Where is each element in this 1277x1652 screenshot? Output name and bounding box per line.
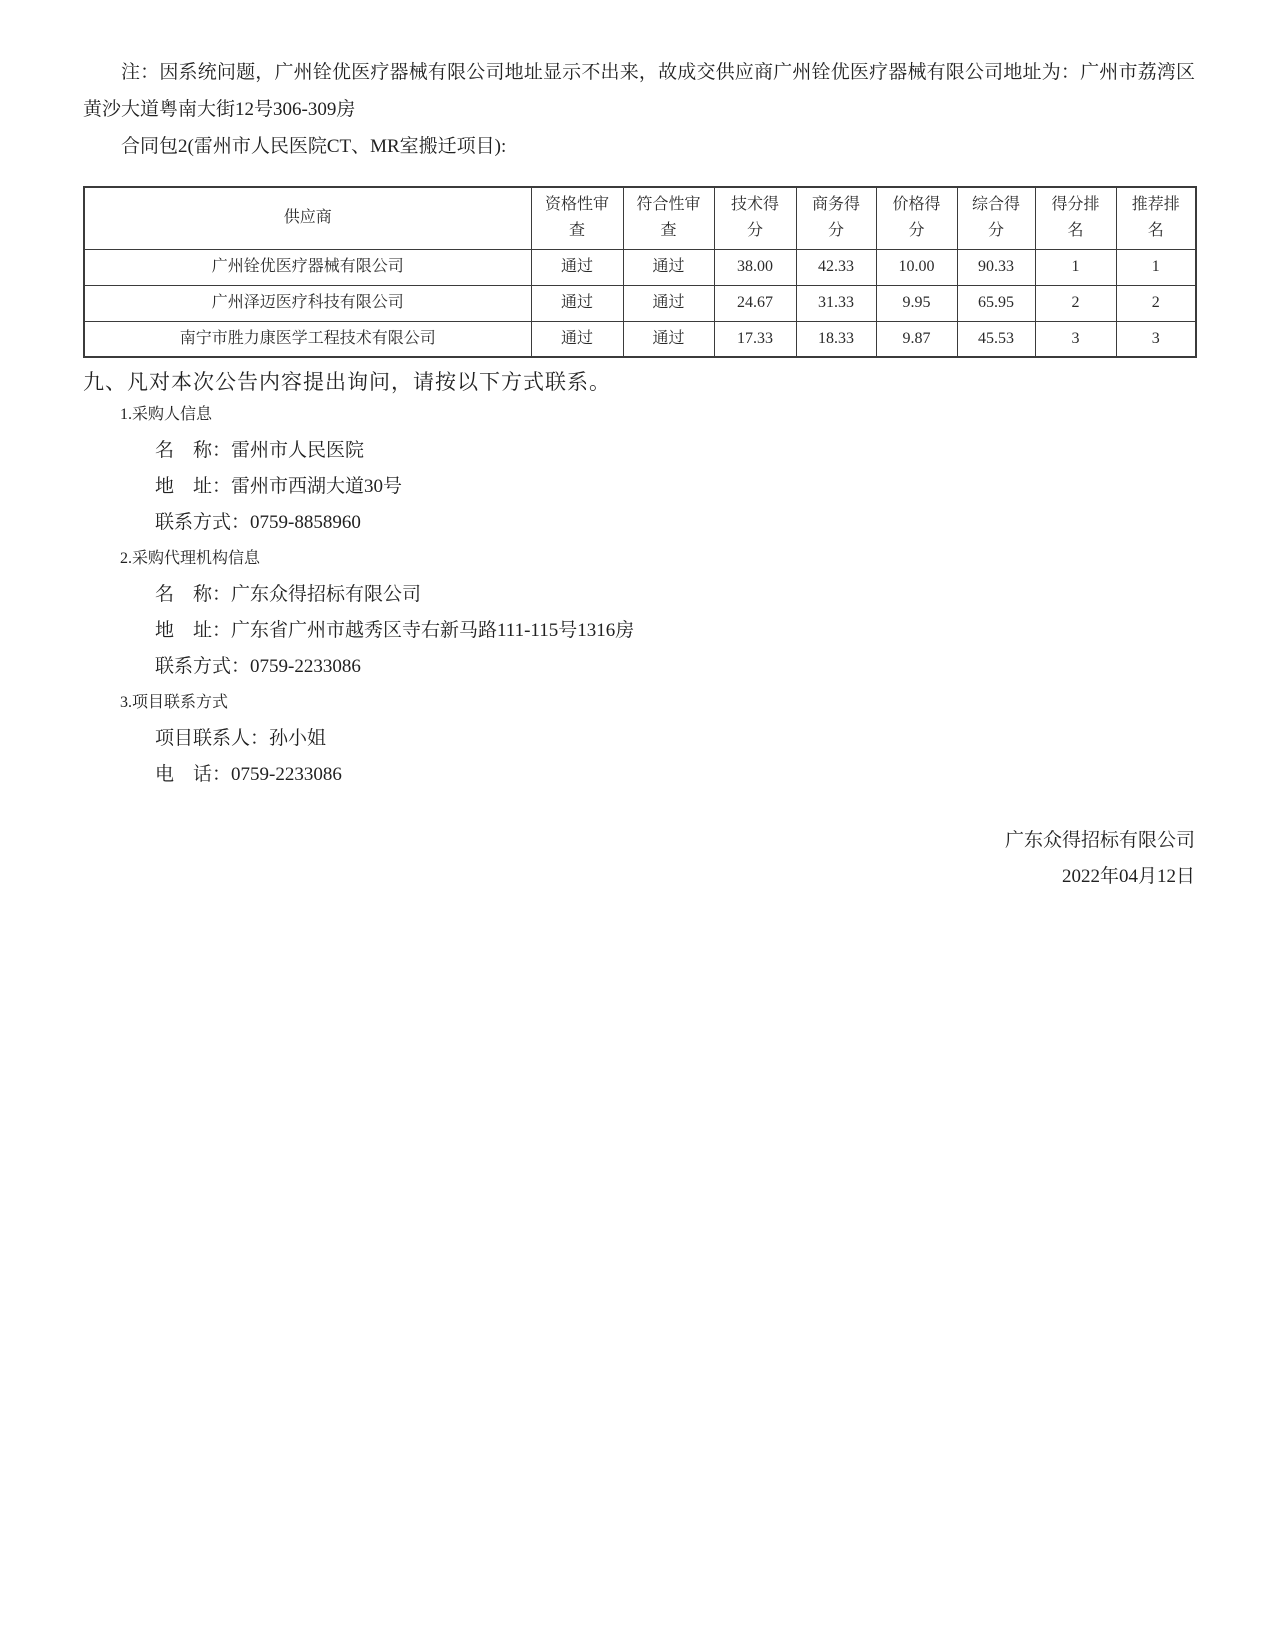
supplier-name-cell: 南宁市胜力康医学工程技术有限公司 xyxy=(84,321,531,357)
purchaser-phone: 联系方式：0759-8858960 xyxy=(155,512,361,533)
project-contact-phone: 电 话：0759-2233086 xyxy=(155,764,342,785)
supplier-name-cell: 广州泽迈医疗科技有限公司 xyxy=(84,285,531,321)
conformity-cell: 通过 xyxy=(623,285,714,321)
technical-score-cell: 24.67 xyxy=(714,285,796,321)
purchaser-name: 名 称：雷州市人民医院 xyxy=(155,440,365,461)
table-header-row xyxy=(84,187,1196,249)
agency-name: 名 称：广东众得招标有限公司 xyxy=(155,584,422,605)
header-score-rank: 得分排名 xyxy=(1035,187,1116,249)
header-conformity-review: 符合性审查 xyxy=(623,187,714,249)
header-overall-score: 综合得分 xyxy=(957,187,1035,249)
table-row xyxy=(84,249,1196,285)
supplier-name-cell: 广州铨优医疗器械有限公司 xyxy=(84,249,531,285)
technical-score-cell: 38.00 xyxy=(714,249,796,285)
header-recommend-rank: 推荐排名 xyxy=(1116,187,1196,249)
overall-score-cell: 90.33 xyxy=(957,249,1035,285)
agency-info-title: 2.采购代理机构信息 xyxy=(120,550,261,567)
technical-score-cell: 17.33 xyxy=(714,321,796,357)
table-row xyxy=(84,321,1196,357)
supplier-score-table xyxy=(83,186,1197,358)
business-score-cell: 31.33 xyxy=(796,285,876,321)
header-business-score: 商务得分 xyxy=(796,187,876,249)
agency-phone: 联系方式：0759-2233086 xyxy=(155,656,361,677)
price-score-cell: 9.87 xyxy=(876,321,957,357)
qualification-cell: 通过 xyxy=(531,249,623,285)
score-rank-cell: 1 xyxy=(1035,249,1116,285)
recommend-rank-cell: 3 xyxy=(1116,321,1196,357)
business-score-cell: 18.33 xyxy=(796,321,876,357)
signature-block xyxy=(83,823,1195,895)
qualification-cell: 通过 xyxy=(531,285,623,321)
project-contact-title: 3.项目联系方式 xyxy=(120,694,229,711)
score-rank-cell: 3 xyxy=(1035,321,1116,357)
overall-score-cell: 65.95 xyxy=(957,285,1035,321)
section-nine-heading: 九、凡对本次公告内容提出询问，请按以下方式联系。 xyxy=(83,370,611,394)
signature-date: 2022年04月12日 xyxy=(1061,866,1195,887)
agency-address: 地 址：广东省广州市越秀区寺右新马路111-115号1316房 xyxy=(155,620,635,641)
header-technical-score: 技术得分 xyxy=(714,187,796,249)
contract-package-label: 合同包2(雷州市人民医院CT、MR室搬迁项目): xyxy=(121,136,507,157)
recommend-rank-cell: 1 xyxy=(1116,249,1196,285)
header-qualification-review: 资格性审查 xyxy=(531,187,623,249)
system-note-paragraph: 注：因系统问题，广州铨优医疗器械有限公司地址显示不出来，故成交供应商广州铨优医疗器械有限公司地址为：广州市荔湾区黄沙大道粤南大街12号306-309房 xyxy=(83,62,1195,120)
table-row xyxy=(84,285,1196,321)
conformity-cell: 通过 xyxy=(623,249,714,285)
purchaser-info-title: 1.采购人信息 xyxy=(120,406,213,423)
overall-score-cell: 45.53 xyxy=(957,321,1035,357)
price-score-cell: 10.00 xyxy=(876,249,957,285)
recommend-rank-cell: 2 xyxy=(1116,285,1196,321)
project-contact-person: 项目联系人：孙小姐 xyxy=(155,728,327,749)
signature-company: 广东众得招标有限公司 xyxy=(1004,830,1195,851)
header-supplier: 供应商 xyxy=(84,187,531,249)
header-price-score: 价格得分 xyxy=(876,187,957,249)
qualification-cell: 通过 xyxy=(531,321,623,357)
page-content xyxy=(83,0,1195,895)
business-score-cell: 42.33 xyxy=(796,249,876,285)
conformity-cell: 通过 xyxy=(623,321,714,357)
score-rank-cell: 2 xyxy=(1035,285,1116,321)
price-score-cell: 9.95 xyxy=(876,285,957,321)
purchaser-address: 地 址：雷州市西湖大道30号 xyxy=(155,476,403,497)
